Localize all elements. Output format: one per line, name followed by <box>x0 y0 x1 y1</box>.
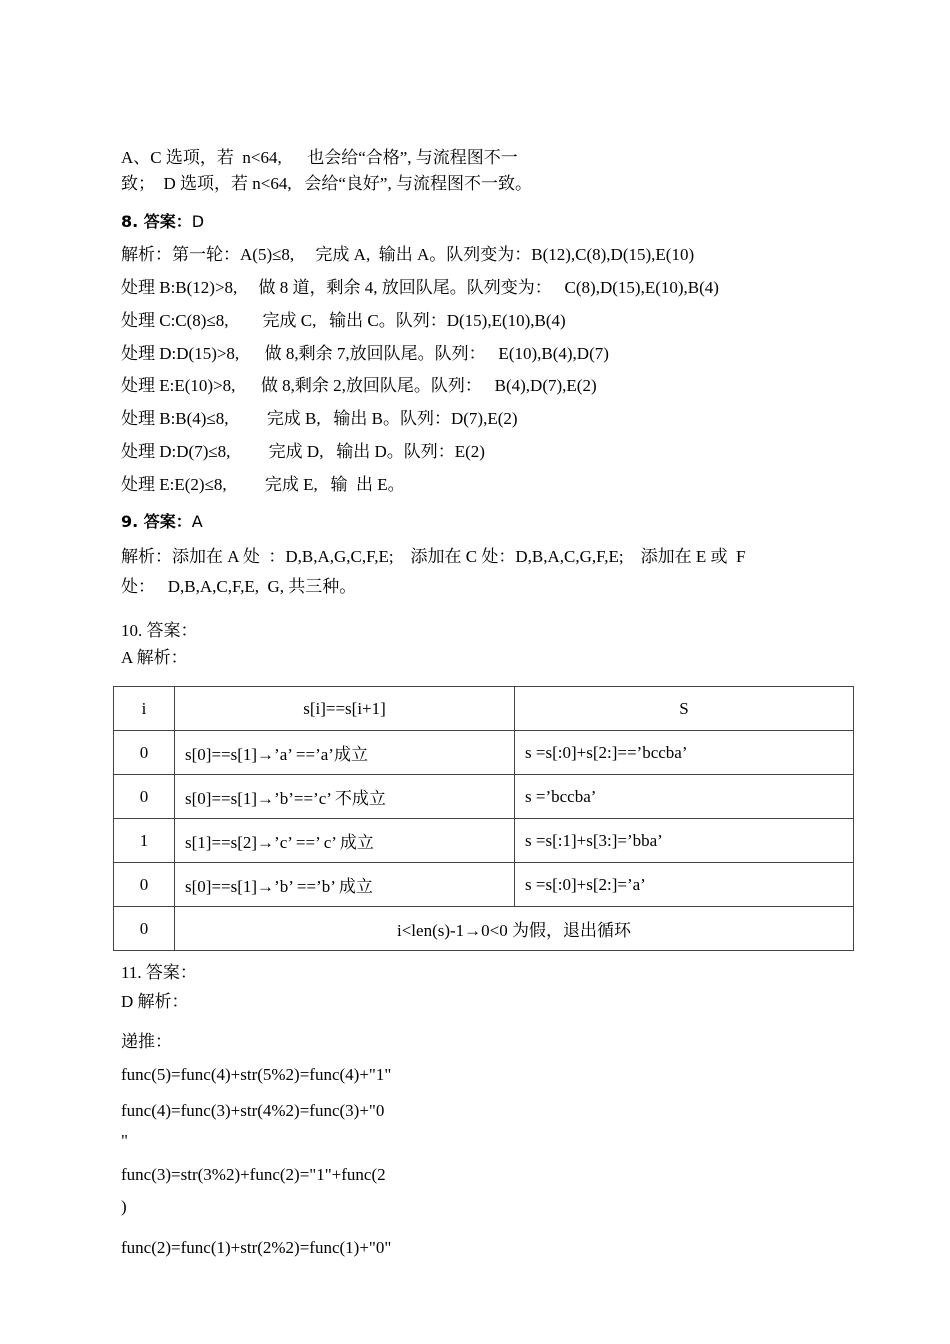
q11-line-2: D 解析： <box>121 992 189 1011</box>
table-cell-exit-condition: i<len(s)-1→0<0 为假，退出循环 <box>175 907 854 951</box>
q7-line-2: 致； D 选项，若 n<64, 会给“良好”, 与流程图不一致。 <box>121 174 532 193</box>
table-row <box>114 775 854 819</box>
table-row <box>114 731 854 775</box>
table-row <box>114 819 854 863</box>
table-cell-i: 1 <box>114 819 175 863</box>
q9-heading-label: 9. 答案： <box>121 512 192 531</box>
q10-line-2: A 解析： <box>121 648 188 667</box>
q11-line-1: 11. 答案： <box>121 963 197 982</box>
table-row-exit <box>114 907 854 951</box>
q8-line-5: 处理 E:E(10)>8, 做 8,剩余 2,放回队尾。队列： B(4),D(7),E(2) <box>121 376 597 395</box>
q11-recursion-label: 递推： <box>121 1032 172 1051</box>
q9-answer: A <box>191 512 203 531</box>
q8-heading <box>121 211 204 233</box>
q8-line-1: 解析：第一轮：A(5)≤8, 完成 A, 输出 A。队列变为：B(12),C(8),D(15),E(10) <box>121 245 695 264</box>
table-cell-s: s =’bccba’ <box>515 775 854 819</box>
table-cell-i: 0 <box>114 907 175 951</box>
q8-line-6: 处理 B:B(4)≤8, 完成 B, 输出 B。队列：D(7),E(2) <box>121 409 518 428</box>
table-header-s: S <box>515 687 854 731</box>
q8-line-7: 处理 D:D(7)≤8, 完成 D, 输出 D。队列：E(2) <box>121 442 485 461</box>
table-cell-condition: s[0]==s[1]→’b’==’c’ 不成立 <box>175 775 515 819</box>
table-cell-i: 0 <box>114 731 175 775</box>
table-header-i: i <box>114 687 175 731</box>
table-cell-condition: s[0]==s[1]→’b’ ==’b’ 成立 <box>175 863 515 907</box>
q8-line-2: 处理 B:B(12)>8, 做 8 道，剩余 4, 放回队尾。队列变为： C(8),D(15),E(10),B(4) <box>121 278 719 297</box>
table-header-row <box>114 687 854 731</box>
q11-step-4: func(2)=func(1)+str(2%2)=func(1)+"0" <box>121 1238 392 1257</box>
q7-line-1: A、C 选项，若 n<64, 也会给“合格”, 与流程图不一 <box>121 148 518 167</box>
q10-trace-table <box>113 686 854 951</box>
q8-line-3: 处理 C:C(8)≤8, 完成 C, 输出 C。队列：D(15),E(10),B(4) <box>121 311 566 330</box>
q8-answer: D <box>191 212 205 231</box>
q11-step-3a: func(3)=str(3%2)+func(2)="1"+func(2 <box>121 1165 386 1184</box>
q11-step-3b: ) <box>121 1197 127 1216</box>
q8-heading-label: 8. 答案： <box>121 212 192 231</box>
table-cell-s: s =s[:0]+s[2:]==’bccba’ <box>515 731 854 775</box>
q11-step-2a: func(4)=func(3)+str(4%2)=func(3)+"0 <box>121 1101 385 1120</box>
q9-heading <box>121 511 203 533</box>
q8-line-8: 处理 E:E(2)≤8, 完成 E, 输 出 E。 <box>121 475 405 494</box>
q10-line-1: 10. 答案： <box>121 621 198 640</box>
table-cell-condition: s[1]==s[2]→’c’ ==’ c’ 成立 <box>175 819 515 863</box>
q9-line-1: 解析：添加在 A 处 ：D,B,A,G,C,F,E; 添加在 C 处：D,B,A,C,G,F,E; 添加在 E 或 F <box>121 547 746 566</box>
table-row <box>114 863 854 907</box>
table-cell-condition: s[0]==s[1]→’a’ ==’a’成立 <box>175 731 515 775</box>
table-cell-i: 0 <box>114 863 175 907</box>
table-cell-i: 0 <box>114 775 175 819</box>
q8-line-4: 处理 D:D(15)>8, 做 8,剩余 7,放回队尾。队列： E(10),B(4),D(7) <box>121 344 609 363</box>
table-cell-s: s =s[:1]+s[3:]=’bba’ <box>515 819 854 863</box>
table-cell-s: s =s[:0]+s[2:]=’a’ <box>515 863 854 907</box>
q9-line-2: 处： D,B,A,C,F,E, G, 共三种。 <box>121 577 357 596</box>
q11-step-1: func(5)=func(4)+str(5%2)=func(4)+"1" <box>121 1065 392 1084</box>
table-header-condition: s[i]==s[i+1] <box>175 687 515 731</box>
q11-step-2b: " <box>121 1131 128 1150</box>
